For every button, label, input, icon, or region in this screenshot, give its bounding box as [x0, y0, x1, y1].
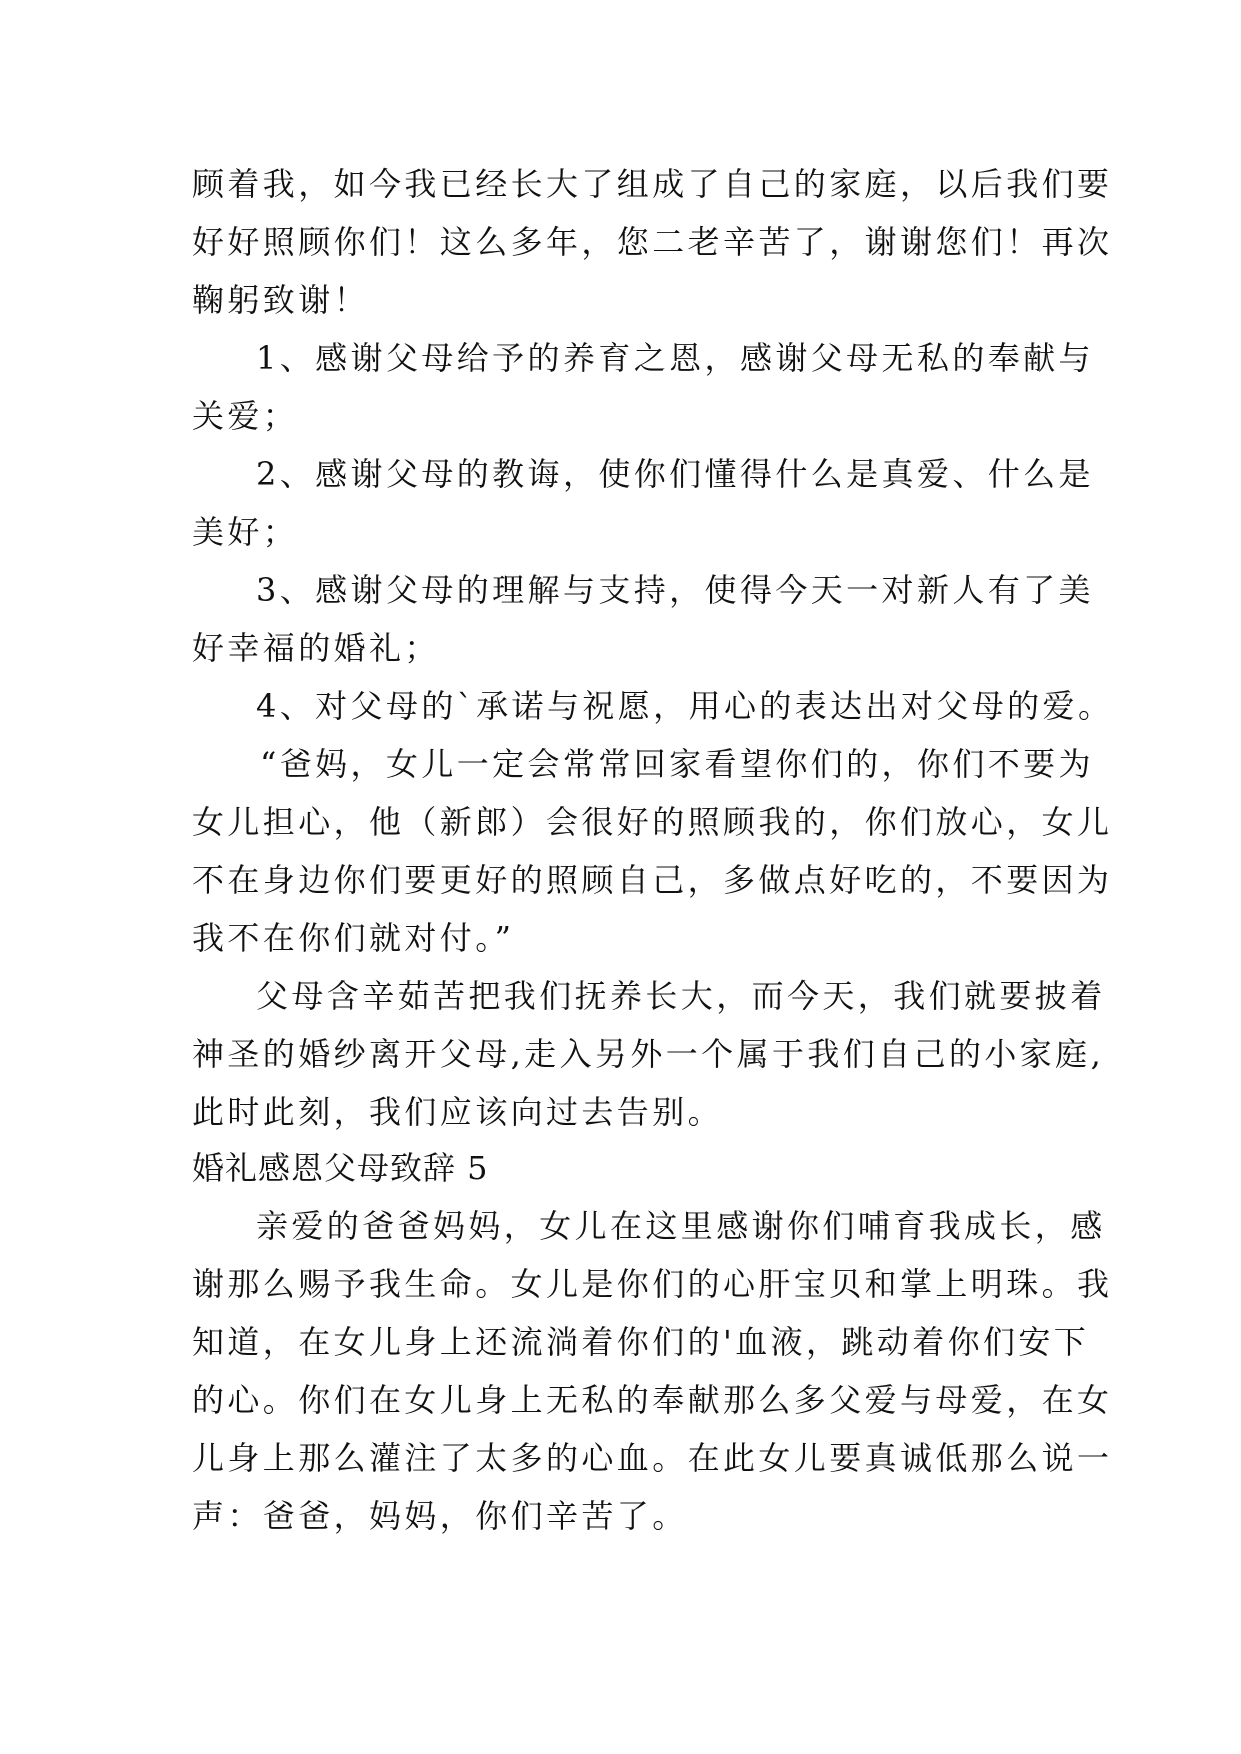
- quote-line: 不在身边你们要更好的照顾自己，多做点好吃的，不要因为: [192, 861, 1113, 899]
- paragraph-line: 谢那么赐予我生命。女儿是你们的心肝宝贝和掌上明珠。我: [192, 1265, 1113, 1303]
- paragraph-line: 儿身上那么灌注了太多的心血。在此女儿要真诚低那么说一: [192, 1439, 1113, 1477]
- list-item-3: 3、感谢父母的理解与支持，使得今天一对新人有了美: [256, 571, 1094, 609]
- quote-line: 女儿担心，他（新郎）会很好的照顾我的，你们放心，女儿: [192, 803, 1113, 841]
- paragraph-line: 声：爸爸，妈妈，你们辛苦了。: [192, 1497, 688, 1535]
- quote-line: 我不在你们就对付。”: [192, 919, 515, 957]
- paragraph-line: 顾着我，如今我已经长大了组成了自己的家庭，以后我们要: [192, 165, 1113, 203]
- paragraph-line: 亲爱的爸爸妈妈，女儿在这里感谢你们哺育我成长，感: [256, 1207, 1106, 1245]
- list-item-1: 1、感谢父母给予的养育之恩，感谢父母无私的奉献与: [256, 339, 1094, 377]
- paragraph-line: 好幸福的婚礼；: [192, 629, 440, 667]
- paragraph-line: 好好照顾你们！这么多年，您二老辛苦了，谢谢您们！再次: [192, 223, 1113, 261]
- paragraph-line: 美好；: [192, 513, 299, 551]
- quote-line: “爸妈，女儿一定会常常回家看望你们的，你们不要为: [260, 745, 1094, 783]
- section-heading: 婚礼感恩父母致辞 5: [192, 1149, 489, 1187]
- paragraph-line: 此时此刻，我们应该向过去告别。: [192, 1093, 724, 1131]
- paragraph-line: 神圣的婚纱离开父母,走入另外一个属于我们自己的小家庭,: [192, 1035, 1105, 1073]
- list-item-4: 4、对父母的`承诺与祝愿，用心的表达出对父母的爱。: [256, 687, 1114, 725]
- paragraph-line: 的心。你们在女儿身上无私的奉献那么多父爱与母爱，在女: [192, 1381, 1113, 1419]
- paragraph-line: 鞠躬致谢！: [192, 281, 370, 319]
- paragraph-line: 关爱；: [192, 397, 299, 435]
- paragraph-line: 父母含辛茹苦把我们抚养长大，而今天，我们就要披着: [256, 977, 1106, 1015]
- paragraph-line: 知道，在女儿身上还流淌着你们的'血液，跳动着你们安下: [192, 1323, 1090, 1361]
- list-item-2: 2、感谢父母的教诲，使你们懂得什么是真爱、什么是: [256, 455, 1094, 493]
